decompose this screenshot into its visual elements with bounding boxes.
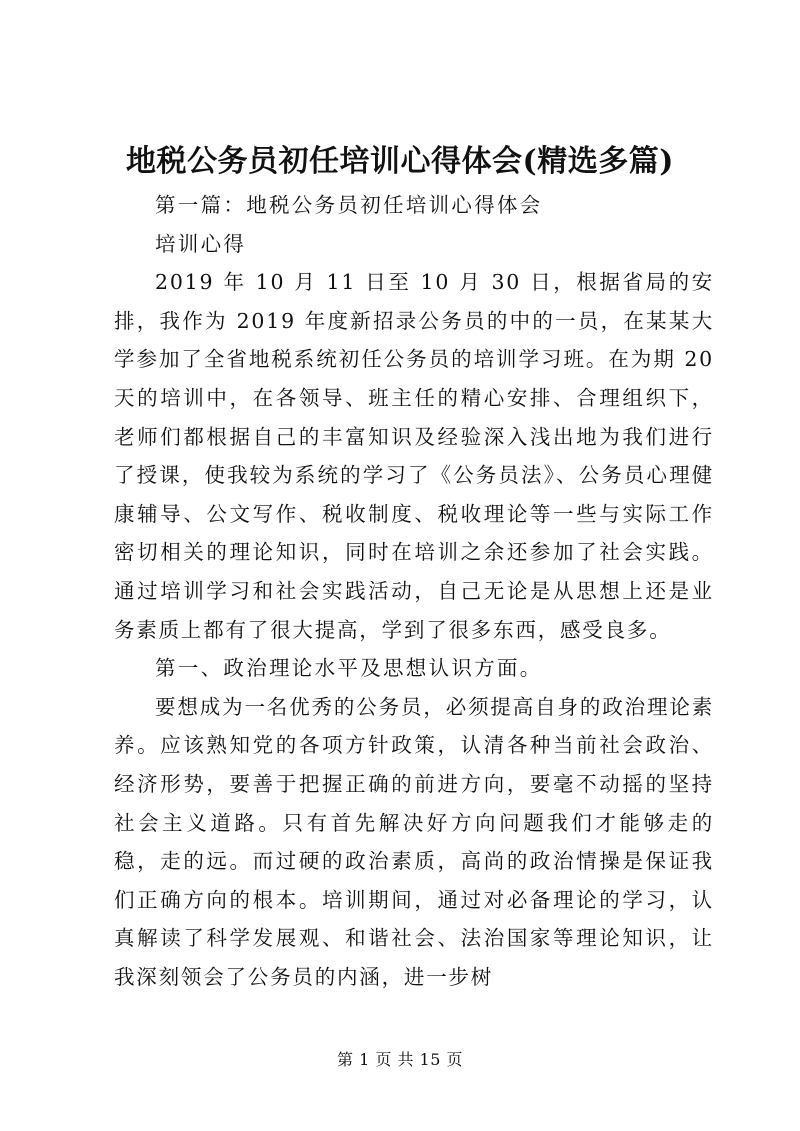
- subheading: 培训心得: [155, 231, 247, 256]
- page-footer: 第 1 页 共 15 页: [337, 1050, 463, 1069]
- document-title: 地税公务员初任培训心得体会(精选多篇): [126, 144, 674, 179]
- body-paragraph: 2019 年 10 月 11 日至 10 月 30 日，根据省局的安排，我作为 2019 年度新招录公务员的中的一员，在某某大学参加了全省地税系统初任公务员的培训学习班。在为期 20 天的培训中，在各领导、班主任的精心安排、合理组织下，老师们都根据自己的丰富知识及经验深入浅出地为我们进行了授课，使我较为系统的学习了《公务员法》、公务员心理健康辅导、公文写作、税收制度、税收理论等一些与实际工作密切相关的理论知识，同时在培训之余还参加了社会实践。通过培训学习和社会实践活动，自己无论是从思想上还是业务素质上都有了很大提高，学到了很多东西，感受良多。: [114, 270, 714, 642]
- point-heading: 第一、政治理论水平及思想认识方面。: [155, 656, 543, 681]
- section-heading: 第一篇：地税公务员初任培训心得体会: [155, 193, 543, 217]
- document-body: [114, 186, 714, 996]
- body-paragraph: 要想成为一名优秀的公务员，必须提高自身的政治理论素养。应该熟知党的各项方针政策，认清各种当前社会政治、经济形势，要善于把握正确的前进方向，要毫不动摇的坚持社会主义道路。只有首先解决好方向问题我们才能够走的稳，走的远。而过硬的政治素质，高尚的政治情操是保证我们正确方向的根本。培训期间，通过对必备理论的学习，认真解读了科学发展观、和谐社会、法治国家等理论知识，让我深刻领会了公务员的内涵，进一步树: [114, 694, 714, 989]
